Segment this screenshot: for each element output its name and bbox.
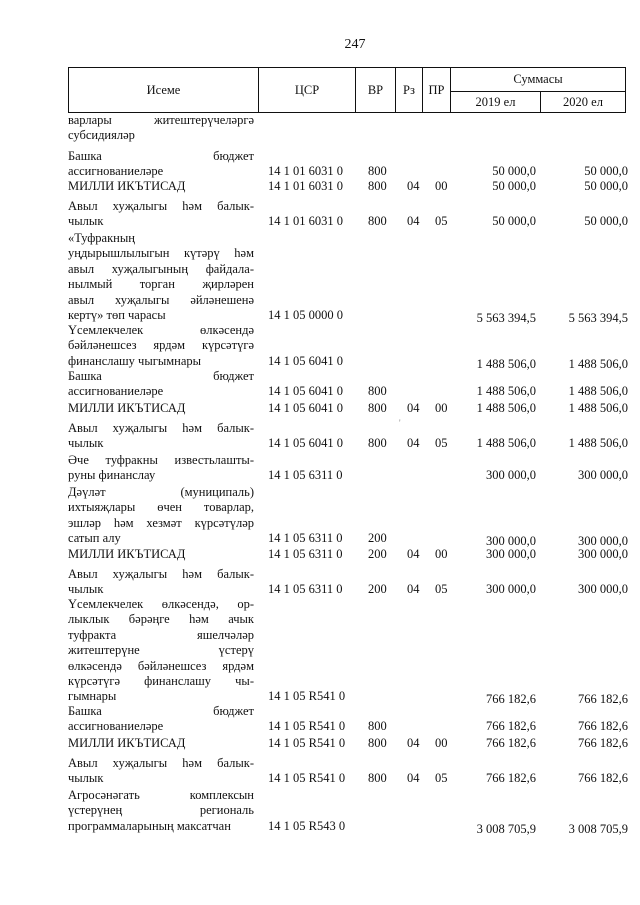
row-name-line: уңдырышлылыгын күтәрү һәм [68, 246, 254, 261]
row-sum-2020: 3 008 705,9 [568, 821, 628, 836]
row-name [68, 547, 254, 562]
header-name: Исеме [68, 67, 258, 113]
row-csr: 14 1 05 R541 0 [268, 736, 346, 750]
row-name-line: күрсәтүгә финанслашу чы- [68, 674, 254, 689]
row-csr: 14 1 05 6311 0 [268, 547, 343, 561]
page-number: 247 [344, 37, 366, 52]
header-2020: 2020 ел [540, 91, 626, 113]
row-rz: 04 [407, 736, 420, 750]
row-name-line: Дәүләт (муниципаль) [68, 485, 254, 499]
row-sum-2019: 300 000,0 [486, 534, 536, 549]
scan-speck: ' [399, 418, 401, 428]
row-sum-2020: 766 182,6 [578, 736, 628, 750]
row-csr: 14 1 05 6311 0 [268, 531, 343, 546]
row-csr: 14 1 05 R541 0 [268, 719, 346, 734]
row-sum-2020: 766 182,6 [578, 692, 628, 707]
row-pr: 00 [435, 179, 448, 193]
row-sum-2019: 1 488 506,0 [476, 384, 536, 399]
row-name-line: бәйләнешсез ярдәм күрсәтүгә [68, 338, 254, 353]
row-name-line: Әче туфракны известьлашты- [68, 453, 254, 467]
row-name-line: Агросәнәгать комплексын [68, 788, 254, 802]
row-name [68, 401, 254, 416]
row-name-line: нылмый торган җирләрен [68, 277, 254, 292]
row-csr: 14 1 05 0000 0 [268, 308, 343, 322]
row-csr: 14 1 05 6311 0 [268, 582, 343, 597]
row-sum-2020: 50 000,0 [584, 179, 628, 193]
row-name-line: программаларының максатчан [68, 818, 231, 833]
row-sum-2019: 5 563 394,5 [476, 311, 536, 325]
row-sum-2019: 1 488 506,0 [476, 401, 536, 415]
row-csr: 14 1 05 6041 0 [268, 384, 343, 399]
row-vr: 800 [368, 719, 387, 734]
table-header [68, 67, 626, 113]
row-name [68, 485, 254, 547]
row-vr: 800 [368, 179, 387, 193]
row-sum-2020: 300 000,0 [578, 534, 628, 549]
row-sum-2019: 50 000,0 [492, 164, 536, 179]
row-name [68, 453, 254, 484]
row-name-line: чылык [68, 582, 104, 597]
row-name-line: ассигнованиеләре [68, 164, 164, 179]
row-name-line: МИЛЛИ ИКЪТИСАД [68, 401, 186, 415]
row-name [68, 567, 254, 598]
row-name-line: чылык [68, 436, 104, 451]
row-sum-2020: 766 182,6 [578, 719, 628, 734]
row-name [68, 199, 254, 230]
row-sum-2020: 50 000,0 [584, 164, 628, 179]
header-pr: ПР [422, 67, 450, 113]
row-csr: 14 1 05 R541 0 [268, 689, 346, 704]
row-name-line: финанслашу чыгымнары [68, 353, 202, 368]
row-csr: 14 1 05 6041 0 [268, 401, 343, 415]
row-csr: 14 1 05 6041 0 [268, 353, 343, 368]
row-sum-2020: 1 488 506,0 [568, 356, 628, 371]
row-name [68, 113, 254, 144]
row-rz: 04 [407, 771, 420, 786]
row-name-line: «Туфракның [68, 231, 135, 245]
row-name [68, 149, 254, 180]
row-sum-2019: 1 488 506,0 [476, 436, 536, 451]
row-pr: 00 [435, 736, 448, 750]
row-rz: 04 [407, 436, 420, 451]
row-name-line: сатып алу [68, 531, 121, 546]
row-pr: 05 [435, 582, 448, 597]
row-sum-2019: 50 000,0 [492, 214, 536, 229]
row-pr: 00 [435, 401, 448, 415]
row-name-line: варлары житештерүчеләргә [68, 113, 254, 127]
row-name-line: авыл хуҗалыгының файдала- [68, 261, 254, 276]
row-name-line: МИЛЛИ ИКЪТИСАД [68, 547, 186, 561]
row-name [68, 597, 254, 705]
row-sum-2019: 3 008 705,9 [476, 821, 536, 836]
row-sum-2020: 300 000,0 [578, 582, 628, 597]
row-pr: 05 [435, 771, 448, 786]
header-rz: Рз [395, 67, 422, 113]
row-name [68, 736, 254, 751]
row-pr: 05 [435, 436, 448, 451]
row-sum-2020: 1 488 506,0 [568, 436, 628, 451]
row-name-line: ассигнованиеләре [68, 719, 164, 734]
row-csr: 14 1 05 R543 0 [268, 818, 346, 833]
row-sum-2020: 1 488 506,0 [568, 384, 628, 399]
row-sum-2019: 50 000,0 [492, 179, 536, 193]
row-name-line: Башка бюджет [68, 369, 254, 383]
row-name-line: Башка бюджет [68, 704, 254, 718]
row-csr: 14 1 01 6031 0 [268, 179, 343, 193]
row-rz: 04 [407, 582, 420, 597]
row-name-line: Авыл хуҗалыгы һәм балык- [68, 756, 254, 770]
row-vr: 200 [368, 582, 387, 597]
row-vr: 800 [368, 384, 387, 399]
row-name-line: гымнары [68, 689, 117, 704]
row-sum-2019: 300 000,0 [486, 582, 536, 597]
row-name-line: чылык [68, 771, 104, 786]
row-rz: 04 [407, 547, 420, 561]
row-name-line: Авыл хуҗалыгы һәм балык- [68, 421, 254, 435]
row-name-line: ихтыяҗлары өчен товарлар, [68, 500, 254, 515]
row-sum-2020: 50 000,0 [584, 214, 628, 229]
row-sum-2020: 766 182,6 [578, 771, 628, 786]
row-name [68, 323, 254, 369]
row-csr: 14 1 01 6031 0 [268, 164, 343, 179]
row-name-line: эшләр һәм хезмәт күрсәтүләр [68, 515, 254, 530]
row-name-line: МИЛЛИ ИКЪТИСАД [68, 179, 186, 193]
row-name-line: чылык [68, 214, 104, 229]
row-rz: 04 [407, 214, 420, 229]
row-name-line: лыклык бәрәңге һәм ачык [68, 612, 254, 627]
row-name [68, 421, 254, 452]
row-name-line: ассигнованиеләре [68, 384, 164, 399]
row-sum-2019: 1 488 506,0 [476, 356, 536, 371]
row-name-line: субсидияләр [68, 128, 135, 143]
row-name [68, 704, 254, 735]
row-name-line: туфракта яшелчәләр [68, 627, 254, 642]
row-name-line: Үсемлекчелек өлкәсендә, ор- [68, 597, 254, 611]
row-name-line: авыл хуҗалыгы әйләнешенә [68, 292, 254, 307]
row-sum-2020: 1 488 506,0 [568, 401, 628, 415]
row-sum-2020: 5 563 394,5 [568, 311, 628, 325]
row-sum-2019: 766 182,6 [486, 719, 536, 734]
row-sum-2019: 766 182,6 [486, 736, 536, 750]
header-csr: ЦСР [258, 67, 355, 113]
row-vr: 800 [368, 771, 387, 786]
row-name-line: Авыл хуҗалыгы һәм балык- [68, 567, 254, 581]
row-sum-2019: 766 182,6 [486, 771, 536, 786]
row-vr: 200 [368, 531, 387, 546]
row-sum-2020: 300 000,0 [578, 468, 628, 483]
row-vr: 800 [368, 736, 387, 750]
row-name-line: житештерүне үстерү [68, 643, 254, 658]
row-csr: 14 1 05 R541 0 [268, 771, 346, 786]
row-vr: 200 [368, 547, 387, 561]
row-name [68, 231, 254, 323]
row-name-line: руны финанслау [68, 468, 156, 483]
row-name [68, 788, 254, 834]
row-sum-2019: 766 182,6 [486, 692, 536, 707]
row-pr: 00 [435, 547, 448, 561]
row-sum-2019: 300 000,0 [486, 547, 536, 561]
row-csr: 14 1 05 6041 0 [268, 436, 343, 451]
row-name [68, 369, 254, 400]
row-vr: 800 [368, 401, 387, 415]
row-sum-2019: 300 000,0 [486, 468, 536, 483]
header-vr: ВР [355, 67, 395, 113]
row-name-line: МИЛЛИ ИКЪТИСАД [68, 736, 186, 750]
row-vr: 800 [368, 214, 387, 229]
row-name [68, 179, 254, 194]
row-rz: 04 [407, 179, 420, 193]
row-name-line: өлкәсендә бәйләнешсез ярдәм [68, 658, 254, 673]
row-name-line: Үсемлекчелек өлкәсендә [68, 323, 254, 337]
row-vr: 800 [368, 436, 387, 451]
row-name-line: Башка бюджет [68, 149, 254, 163]
row-name-line: Авыл хуҗалыгы һәм балык- [68, 199, 254, 213]
row-csr: 14 1 01 6031 0 [268, 214, 343, 229]
header-2019: 2019 ел [450, 91, 540, 113]
row-sum-2020: 300 000,0 [578, 547, 628, 561]
row-name [68, 756, 254, 787]
row-name-line: үстерүнең региональ [68, 803, 254, 818]
row-vr: 800 [368, 164, 387, 179]
row-name-line: кертү» төп чарасы [68, 308, 166, 323]
row-csr: 14 1 05 6311 0 [268, 468, 343, 483]
row-rz: 04 [407, 401, 420, 415]
row-pr: 05 [435, 214, 448, 229]
header-sums: Суммасы [450, 67, 626, 91]
